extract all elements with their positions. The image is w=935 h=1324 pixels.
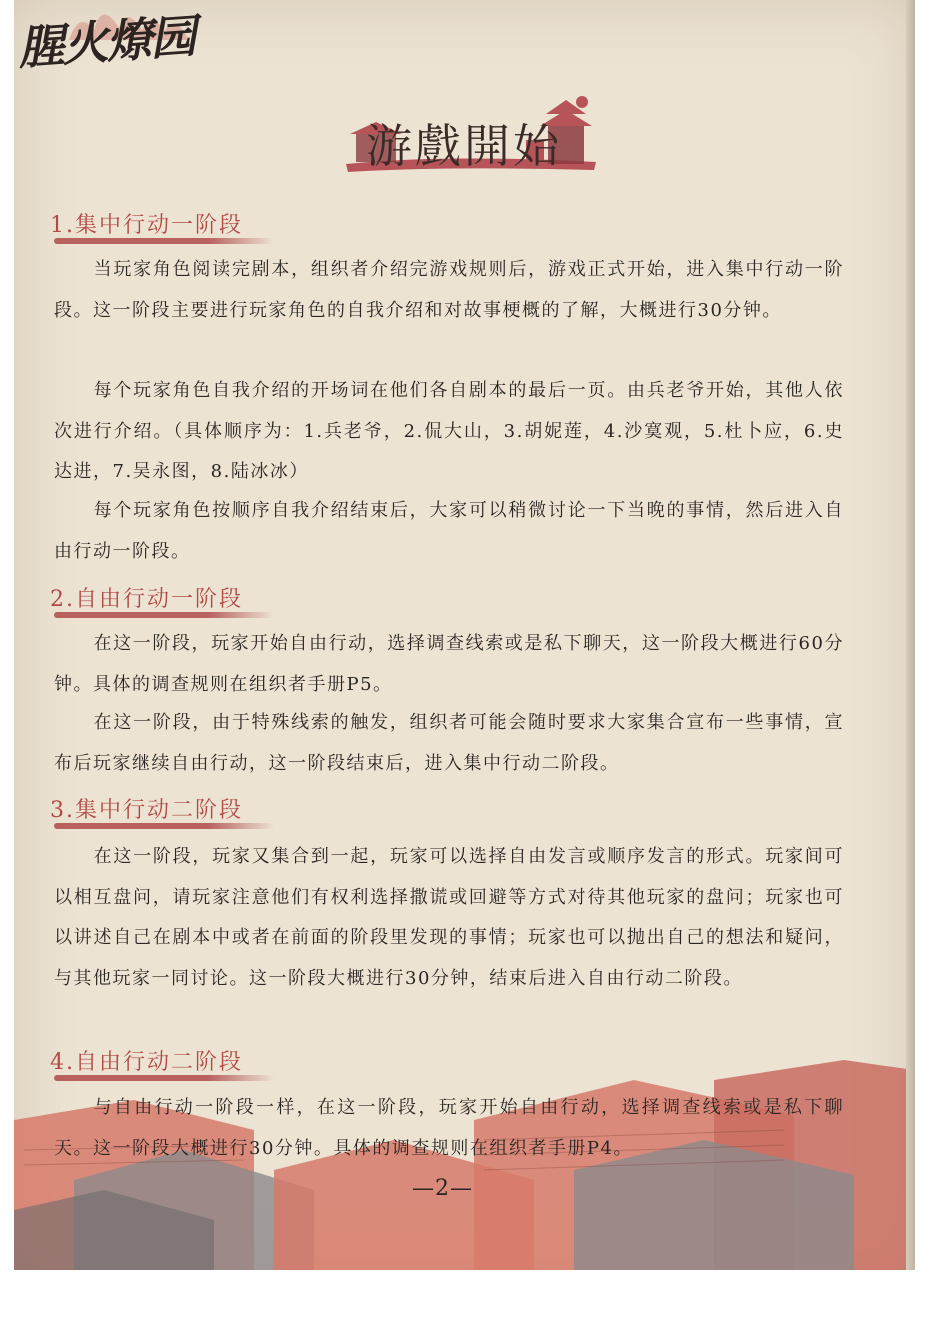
paragraph-1-2: 每个玩家角色自我介绍的开场词在他们各自剧本的最后一页。由兵老爷开始，其他人依次进行介绍。（具体顺序为：1.兵老爷，2.侃大山，3.胡妮莲，4.沙寞观，5.杜卜应，6.史达进，7.吴永图，8.陆冰冰）: [54, 380, 844, 482]
paragraph-2-1: 在这一阶段，玩家开始自由行动，选择调查线索或是私下聊天，这一阶段大概进行60分钟。具体的调查规则在组织者手册P5。: [54, 633, 844, 695]
paragraph-1-3: 每个玩家角色按顺序自我介绍结束后，大家可以稍微讨论一下当晚的事情，然后进入自由行动一阶段。: [54, 500, 844, 562]
section-heading-2: [50, 582, 243, 613]
heading-underline: [54, 612, 274, 618]
heading-underline: [54, 823, 274, 829]
section-heading-1-text: 1.集中行动一阶段: [50, 213, 243, 238]
section-heading-2-text: 2.自由行动一阶段: [50, 587, 243, 612]
heading-underline: [54, 238, 274, 244]
book-page: [14, 0, 914, 1270]
book-logo: 腥火燎园: [16, 8, 196, 76]
page-number: —2—: [412, 1176, 473, 1201]
paragraph-3-1: 在这一阶段，玩家又集合到一起，玩家可以选择自由发言或顺序发言的形式。玩家间可以相互盘问，请玩家注意他们有权利选择撒谎或回避等方式对待其他玩家的盘问；玩家也可以讲述自己在剧本中或者在前面的阶段里发现的事情；玩家也可以抛出自己的想法和疑问，与其他玩家一同讨论。这一阶段大概进行30分钟，结束后进入自由行动二阶段。: [54, 846, 844, 989]
paragraph-2-2: 在这一阶段，由于特殊线索的触发，组织者可能会随时要求大家集合宣布一些事情，宣布后玩家继续自由行动，这一阶段结束后，进入集中行动二阶段。: [54, 712, 844, 774]
page-edge: [906, 0, 915, 1270]
section-heading-3-text: 3.集中行动二阶段: [50, 798, 243, 823]
paragraph-4-1: 与自由行动一阶段一样，在这一阶段，玩家开始自由行动，选择调查线索或是私下聊天。这一阶段大概进行30分钟。具体的调查规则在组织者手册P4。: [54, 1097, 844, 1159]
section-heading-4-text: 4.自由行动二阶段: [50, 1050, 243, 1075]
heading-underline: [54, 1075, 274, 1081]
section-heading-3: [50, 793, 243, 824]
section-heading-4: [50, 1045, 243, 1076]
paragraph-1-1: 当玩家角色阅读完剧本，组织者介绍完游戏规则后，游戏正式开始，进入集中行动一阶段。这一阶段主要进行玩家角色的自我介绍和对故事梗概的了解，大概进行30分钟。: [54, 259, 844, 321]
section-heading-1: [50, 208, 243, 239]
page-title: 游戲開始: [366, 119, 562, 173]
